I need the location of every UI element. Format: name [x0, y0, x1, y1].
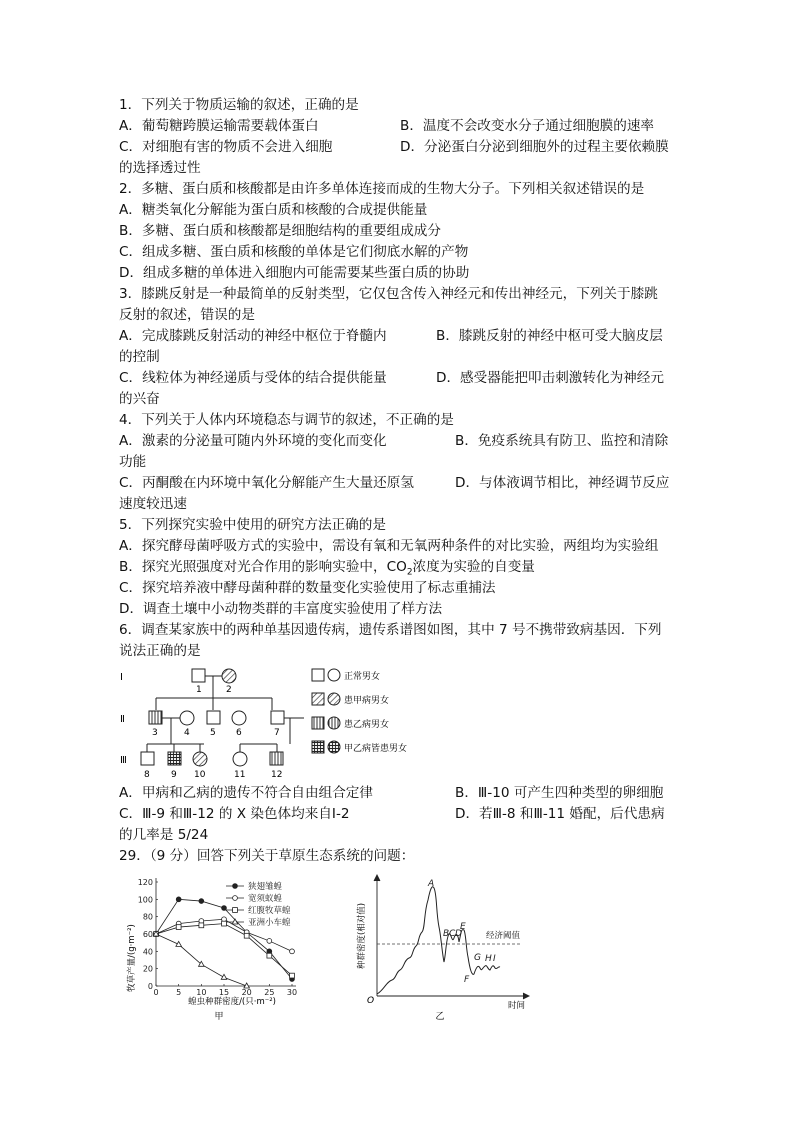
- q6-option-b: B．Ⅲ-10 可产生四种类型的卵细胞: [455, 785, 664, 801]
- pedigree-individual-2: [222, 669, 236, 683]
- q1-option-b: B．温度不会改变水分子通过细胞膜的速率: [400, 118, 655, 134]
- pedigree-number-9: 9: [171, 770, 177, 780]
- pedigree-number-3: 3: [152, 728, 158, 738]
- chart-yi-threshold-label: 经济阈值: [486, 931, 521, 941]
- point-label-h: H: [485, 954, 492, 964]
- q2-option-a: A．糖类氧化分解能为蛋白质和核酸的合成提供能量: [119, 202, 428, 218]
- q2-stem: 2．多糖、蛋白质和核酸都是由许多单体连接而成的生物大分子。下列相关叙述错误的是: [119, 181, 645, 197]
- legend-disease-b: 患乙病男女: [344, 720, 390, 730]
- legend-both-diseases: 甲乙病皆患男女: [344, 744, 408, 754]
- chart-yi-title: 乙: [435, 1012, 445, 1022]
- chart-jia-data-point: [290, 949, 295, 954]
- pedigree-individual-5: [207, 711, 220, 724]
- pedigree-individual-7: [271, 711, 284, 724]
- q5-option-a: A．探究酵母菌呼吸方式的实验中，需设有氧和无氧两种条件的对比实验，两组均为实验组: [119, 538, 659, 554]
- pedigree-individual-8: [141, 752, 154, 765]
- chart-jia-x-tick-label: 20: [241, 988, 252, 997]
- q1-option-d-continued: 的选择透过性: [119, 160, 201, 176]
- q5-stem: 5．下列探究实验中使用的研究方法正确的是: [119, 517, 386, 533]
- legend-normal: 正常男女: [344, 672, 381, 682]
- chart-jia-x-tick-label: 30: [286, 988, 298, 997]
- chart-jia-data-point: [290, 973, 295, 978]
- q2-option-c: C．组成多糖、蛋白质和核酸的单体是它们彻底水解的产物: [119, 244, 469, 260]
- chart-jia-title: 甲: [214, 1012, 224, 1022]
- chart-jia-data-point: [233, 896, 238, 901]
- chart-jia-x-tick-label: 5: [176, 988, 182, 997]
- q3-option-d: D．感受器能把叩击刺激转化为神经元: [436, 370, 664, 386]
- pedigree-number-4: 4: [184, 728, 190, 738]
- q4-option-d: D．与体液调节相比，神经调节反应: [455, 475, 670, 491]
- chart-jia-y-tick-label: 20: [142, 964, 153, 974]
- chart-jia: [122, 872, 322, 1022]
- q4-option-b-continued: 功能: [119, 454, 147, 470]
- chart-jia-legend-label: 红腹牧草蝗: [248, 906, 291, 916]
- chart-jia-data-point: [233, 884, 238, 889]
- q6-stem-line1: 6．调查某家族中的两种单基因遗传病，遗传系谱图如图，其中 7 号不携带致病基因．下列: [119, 622, 662, 638]
- chart-jia-series-line: [156, 924, 292, 976]
- pedigree-individual-12: [270, 752, 283, 765]
- population-density-curve: [377, 887, 500, 994]
- pedigree-individual-1: [192, 669, 205, 682]
- q2-option-b: B．多糖、蛋白质和核酸都是细胞结构的重要组成成分: [119, 223, 441, 239]
- q6-option-d: D．若Ⅲ-8 和Ⅲ-11 婚配，后代患病: [455, 806, 665, 822]
- chart-jia-data-point: [176, 897, 181, 902]
- chart-jia-y-tick-label: 60: [142, 930, 153, 939]
- pedigree-number-5: 5: [210, 728, 216, 738]
- pedigree-number-11: 11: [234, 770, 246, 780]
- q6-stem-line2: 说法正确的是: [119, 643, 201, 659]
- chart-jia-data-point: [267, 939, 272, 944]
- chart-jia-x-tick-label: 0: [153, 988, 159, 997]
- q3-stem-line2: 反射的叙述，错误的是: [119, 307, 255, 323]
- chart-jia-data-point: [176, 925, 181, 930]
- point-label-i: I: [493, 954, 496, 964]
- point-label-d: D: [455, 929, 462, 939]
- chart-jia-data-point: [222, 906, 227, 911]
- chart-jia-data-point: [221, 974, 227, 979]
- q5-option-b-subscript: 2: [406, 567, 413, 578]
- pedigree-number-1: 1: [196, 685, 202, 695]
- q1-stem: 1．下列关于物质运输的叙述，正确的是: [119, 97, 359, 113]
- chart-jia-legend-label: 宽须蚁蝗: [248, 894, 283, 904]
- pedigree-individual-10: [193, 752, 207, 766]
- chart-jia-data-point: [267, 953, 272, 958]
- q5-option-c: C．探究培养液中酵母菌种群的数量变化实验使用了标志重捕法: [119, 580, 496, 596]
- q3-stem-line1: 3．膝跳反射是一种最简单的反射类型，它仅包含传入神经元和传出神经元，下列关于膝跳: [119, 286, 658, 302]
- q5-option-b-pre: B．探究光照强度对光合作用的影响实验中，CO: [119, 559, 407, 575]
- point-label-f: F: [464, 975, 470, 985]
- pedigree-individual-3: [149, 711, 162, 724]
- chart-jia-series-line: [156, 934, 247, 986]
- chart-jia-y-tick-label: 40: [142, 947, 153, 957]
- pedigree-number-2: 2: [226, 685, 232, 695]
- point-label-c: C: [449, 929, 456, 939]
- q3-option-b-continued: 的控制: [119, 349, 160, 365]
- chart-jia-legend-label: 狭翅雏蝗: [248, 882, 283, 892]
- chart-jia-data-point: [222, 921, 227, 926]
- chart-jia-ylabel: 牧草产量/(g·m⁻²): [127, 924, 137, 992]
- generation-label-2: Ⅱ: [120, 714, 125, 725]
- pedigree-figure: [112, 660, 432, 780]
- q3-option-c: C．线粒体为神经递质与受体的结合提供能量: [119, 370, 387, 386]
- pedigree-individual-4: [180, 711, 194, 725]
- q6-option-a: A．甲病和乙病的遗传不符合自由组合定律: [119, 785, 373, 801]
- q1-option-c: C．对细胞有害的物质不会进入细胞: [119, 139, 333, 155]
- q4-stem: 4．下列关于人体内环境稳态与调节的叙述，不正确的是: [119, 412, 454, 428]
- q29-stem: 29．（9 分）回答下列关于草原生态系统的问题：: [119, 848, 415, 864]
- pedigree-number-6: 6: [236, 728, 242, 738]
- chart-yi-xlabel: 时间: [508, 1001, 526, 1011]
- q5-option-d: D．调查土壤中小动物类群的丰富度实验使用了样方法: [119, 601, 443, 617]
- chart-jia-data-point: [244, 933, 249, 938]
- q6-option-c: C．Ⅲ-9 和Ⅲ-12 的 X 染色体均来自Ⅰ-2: [119, 806, 350, 822]
- point-label-b: B: [443, 929, 450, 939]
- pedigree-number-7: 7: [274, 728, 280, 738]
- chart-jia-y-tick-label: 100: [137, 895, 153, 905]
- pedigree-legend: [312, 669, 407, 754]
- generation-label-3: Ⅲ: [120, 755, 127, 766]
- pedigree-number-12: 12: [271, 770, 283, 780]
- q4-option-b: B．免疫系统具有防卫、监控和清除: [455, 433, 669, 449]
- chart-jia-data-point: [199, 899, 204, 904]
- q4-option-d-continued: 速度较迅速: [119, 496, 187, 512]
- chart-jia-y-tick-label: 0: [147, 982, 153, 991]
- point-label-a: A: [428, 879, 435, 889]
- pedigree-number-8: 8: [144, 770, 150, 780]
- q3-option-b: B．膝跳反射的神经中枢可受大脑皮层: [436, 328, 663, 344]
- chart-jia-y-tick-label: 80: [142, 912, 153, 922]
- chart-jia-data-point: [233, 908, 238, 913]
- pedigree-individual-11: [233, 752, 247, 766]
- chart-jia-x-tick-label: 15: [218, 988, 230, 997]
- chart-jia-y-tick-label: 120: [137, 878, 153, 887]
- pedigree-individual-6: [232, 711, 246, 725]
- chart-jia-data-point: [199, 923, 204, 928]
- chart-yi-origin: O: [367, 996, 375, 1006]
- q4-option-a: A．激素的分泌量可随内外环境的变化而变化: [119, 433, 387, 449]
- chart-jia-legend-label: 亚洲小车蝗: [248, 918, 291, 928]
- chart-yi: [340, 872, 540, 1022]
- pedigree-number-10: 10: [194, 770, 206, 780]
- chart-jia-x-tick-label: 10: [196, 988, 207, 997]
- q6-option-d-continued: 的几率是 5/24: [119, 827, 209, 843]
- legend-disease-a: 患甲病男女: [344, 696, 390, 706]
- q4-option-c: C．丙酮酸在内环境中氧化分解能产生大量还原氢: [119, 475, 414, 491]
- chart-jia-x-tick-label: 25: [264, 988, 275, 997]
- chart-yi-ylabel: 种群密度(相对值): [357, 902, 367, 970]
- q5-option-b-post: 浓度为实验的自变量: [412, 559, 535, 575]
- q1-option-d: D．分泌蛋白分泌到细胞外的过程主要依赖膜: [400, 139, 669, 155]
- pedigree-individual-9: [168, 752, 181, 765]
- point-label-e: E: [460, 922, 466, 932]
- q2-option-d: D．组成多糖的单体进入细胞内可能需要某些蛋白质的协助: [119, 265, 470, 281]
- q3-option-a: A．完成膝跳反射活动的神经中枢位于脊髓内: [119, 328, 387, 344]
- q1-option-a: A．葡萄糖跨膜运输需要载体蛋白: [119, 118, 319, 134]
- point-label-g: G: [474, 953, 481, 963]
- chart-jia-xlabel: 蝗虫种群密度/(只·m⁻²): [188, 997, 276, 1007]
- generation-label-1: Ⅰ: [120, 672, 123, 683]
- q3-option-d-continued: 的兴奋: [119, 391, 160, 407]
